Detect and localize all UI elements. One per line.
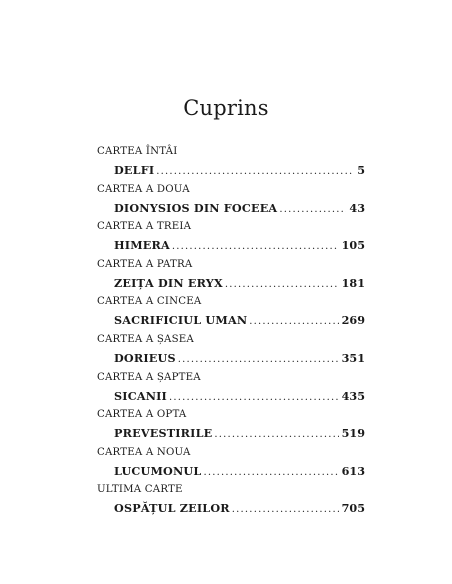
chapter-title: PREVESTIRILE [114,426,213,441]
book-label: CARTEA A NOUA [97,446,191,458]
dot-leader [225,279,339,290]
book-label: CARTEA A PATRA [97,258,193,270]
page-number: 351 [341,350,365,365]
toc-entry [97,447,365,485]
chapter-title: ZEIȚA DIN ERYX [114,275,223,290]
book-label: CARTEA A TREIA [97,221,192,233]
dot-leader [249,316,338,327]
toc-entry [97,296,365,334]
book-label: CARTEA A DOUA [97,183,190,195]
dot-leader [203,467,338,478]
toc-entry [97,184,365,222]
toc-line [114,163,365,177]
toc-entry [97,334,365,372]
dot-leader [172,241,339,252]
page-number: 105 [341,238,365,253]
dot-leader [214,429,338,440]
toc-line [114,276,365,290]
page-number: 269 [341,313,365,328]
toc-line [114,238,365,252]
chapter-title: DELFI [114,163,155,177]
chapter-title: HIMERA [114,238,170,253]
toc-line [114,426,365,440]
page-title: Cuprins [183,96,269,120]
table-of-contents [97,146,365,522]
book-label: ULTIMA CARTE [97,484,183,496]
page-number: 435 [341,388,365,403]
book-label: CARTEA A OPTA [97,409,187,421]
toc-line [114,351,365,365]
dot-leader [178,354,339,365]
page-number: 181 [341,275,365,290]
page-number: 5 [357,163,365,177]
chapter-title: OSPĂȚUL ZEILOR [114,501,230,516]
chapter-title: SICANII [114,388,167,403]
toc-entry [97,259,365,297]
toc-line [114,313,365,327]
chapter-title: LUCUMONUL [114,463,202,478]
book-label: CARTEA A CINCEA [97,296,202,308]
toc-line [114,389,365,403]
toc-entry [97,221,365,259]
toc-entry [97,409,365,447]
page-number: 705 [341,501,365,516]
chapter-title: DORIEUS [114,350,176,365]
dot-leader [169,392,339,403]
toc-line [114,501,365,515]
toc-line [114,201,365,215]
book-label: CARTEA ÎNTÂI [97,146,178,157]
page-number: 519 [341,426,365,441]
book-label: CARTEA A ȘASEA [97,333,194,345]
book-label: CARTEA A ȘAPTEA [97,371,201,383]
page-number: 43 [349,200,365,215]
toc-entry [97,146,365,184]
chapter-title: DIONYSIOS DIN FOCEEA [114,200,278,215]
dot-leader [156,166,354,177]
toc-entry [97,372,365,410]
dot-leader [279,204,346,215]
chapter-title: SACRIFICIUL UMAN [114,313,248,328]
toc-line [114,464,365,478]
dot-leader [232,504,339,515]
toc-entry [97,484,365,522]
page-number: 613 [341,463,365,478]
